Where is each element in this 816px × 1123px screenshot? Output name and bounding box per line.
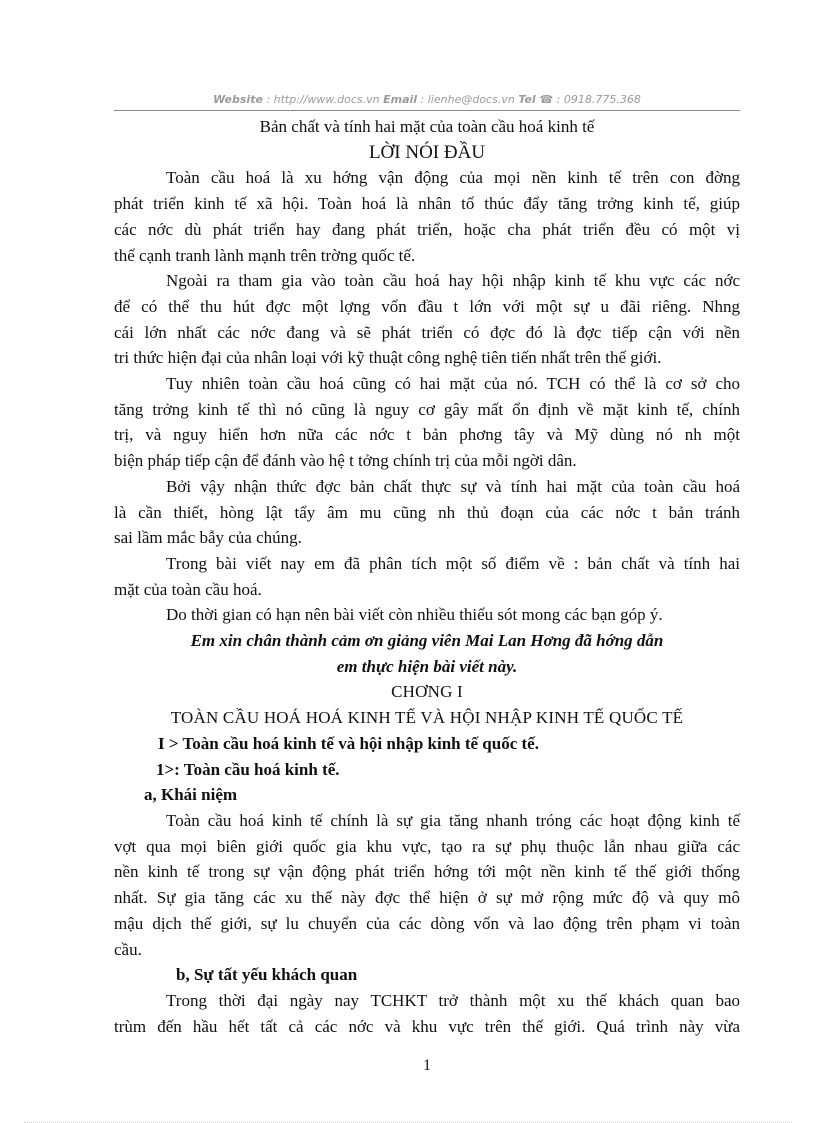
document-title: Bản chất và tính hai mặt của toàn cầu hoá kinh tế bbox=[259, 117, 595, 136]
chapter-label: CHƠNG I bbox=[391, 682, 463, 702]
text-line: trị, và nguy hiển hơn nữa các nớc t bản phơng tây và Mỹ dùng nó nh một bbox=[114, 425, 740, 445]
page-number: 1 bbox=[423, 1057, 431, 1074]
text-line: tăng trởng kinh tế thì nó cũng là nguy cơ gây mất ổn định về mặt kinh tế, chính bbox=[114, 399, 740, 419]
text-line: Toàn cầu hoá là xu hớng vận động của mọi nền kinh tế trên con đờng bbox=[166, 168, 740, 188]
header-divider bbox=[114, 110, 740, 111]
section-heading-1: 1>: Toàn cầu hoá kinh tế. bbox=[156, 759, 340, 779]
text-line: là cần thiết, hòng lật tẩy âm mu cũng nh thủ đoạn của các nớc t bản tránh bbox=[114, 502, 740, 522]
text-line: phát triển kinh tế xã hội. Toàn hoá là nhân tố thúc đẩy tăng trởng kinh tế, giúp bbox=[114, 194, 740, 214]
text-line: Trong bài viết nay em đã phân tích một số điểm về : bản chất và tính hai bbox=[166, 553, 740, 573]
text-line: mặt của toàn cầu hoá. bbox=[114, 579, 262, 599]
document-body bbox=[114, 114, 740, 1039]
section-heading-a: a, Khái niệm bbox=[144, 785, 238, 805]
text-line: mậu dịch thế giới, sự lu chuyển của các dòng vốn và lao động trên phạm vi toàn bbox=[114, 913, 740, 933]
section-heading-i: I > Toàn cầu hoá kinh tế và hội nhập kinh tế quốc tế. bbox=[158, 733, 539, 753]
preface-paragraph-1 bbox=[114, 165, 740, 268]
preface-title: LỜI NÓI ĐẦU bbox=[368, 141, 486, 163]
text-line: biện pháp tiếp cận để đánh vào hệ t tởng chính trị của mỗi ngời dân. bbox=[114, 451, 577, 471]
text-line: Ngoài ra tham gia vào toàn cầu hoá hay hội nhập kinh tế khu vực các nớc bbox=[166, 271, 740, 291]
preface-paragraph-6: Do thời gian có hạn nên bài viết còn nhiều thiếu sót mong các bạn góp ý. bbox=[166, 605, 663, 625]
text-line: thế cạnh tranh lành mạnh trên trờng quốc tế. bbox=[114, 245, 416, 265]
email-value: : lienhe@docs.vn bbox=[420, 93, 515, 106]
text-line: trùm đến hầu hết tất cả các nớc và khu vực trên thế giới. Quá trình này vừa bbox=[114, 1016, 740, 1036]
page-header bbox=[114, 93, 740, 106]
text-line: Bởi vậy nhận thức đợc bản chất thực sự và tính hai mặt của toàn cầu hoá bbox=[166, 476, 740, 496]
section-b-paragraph bbox=[114, 988, 740, 1039]
preface-paragraph-2 bbox=[114, 268, 740, 371]
text-line: sai lầm mắc bẫy của chúng. bbox=[114, 528, 302, 548]
text-line: vợt qua mọi biên giới quốc gia khu vực, tạo ra sự phụ thuộc lẫn nhau giữa các bbox=[114, 836, 740, 856]
text-line: Trong thời đại ngày nay TCHKT trở thành một xu thế khách quan bao bbox=[166, 990, 740, 1010]
website-label: Website bbox=[213, 93, 263, 106]
acknowledgement-line-2: em thực hiện bài viết này. bbox=[336, 656, 518, 676]
tel-value: : 0918.775.368 bbox=[556, 93, 641, 106]
preface-paragraph-3 bbox=[114, 371, 740, 474]
text-line: cái lớn nhất các nớc đang và sẽ phát triển có đợc đó là đợc tiếp cận với nền bbox=[114, 322, 740, 342]
text-line: nền kinh tế trong sự vận động phát triển hớng tới một nền kinh tế thế giới thống bbox=[114, 862, 740, 882]
text-line: tri thức hiện đại của nhân loại với kỹ thuật công nghệ tiên tiến nhất trên thế giới. bbox=[114, 348, 662, 368]
text-line: Toàn cầu hoá kinh tế chính là sự gia tăng nhanh tróng các hoạt động kinh tế bbox=[166, 810, 740, 830]
text-line: Tuy nhiên toàn cầu hoá cũng có hai mặt của nó. TCH có thể là cơ sở cho bbox=[166, 374, 740, 394]
preface-paragraph-5 bbox=[114, 551, 740, 602]
text-line: cầu. bbox=[114, 939, 142, 959]
tel-label: Tel ☎ bbox=[518, 93, 554, 106]
text-line: các nớc dù phát triển hay đang phát triển, hoặc cha phát triển đều có một vị bbox=[114, 219, 740, 239]
text-line: để có thể thu hút đợc một lợng vốn đầu t lớn với một sự u đãi riêng. Nhng bbox=[114, 296, 740, 316]
acknowledgement-line-1: Em xin chân thành cảm ơn giảng viên Mai Lan Hơng đã hớng dẫn bbox=[190, 631, 664, 651]
preface-paragraph-4 bbox=[114, 474, 740, 551]
website-value: : http://www.docs.vn bbox=[266, 93, 380, 106]
section-heading-b: b, Sự tất yếu khách quan bbox=[176, 965, 358, 985]
text-line: nhất. Sự gia tăng các xu thế này đợc thể hiện ở sự mở rộng mức độ và quy mô bbox=[114, 888, 740, 908]
email-label: Email bbox=[383, 93, 418, 106]
section-a-paragraph bbox=[114, 808, 740, 962]
chapter-title: TOÀN CẦU HOÁ HOÁ KINH TẾ VÀ HỘI NHẬP KINH TẾ QUỐC TẾ bbox=[170, 708, 684, 728]
